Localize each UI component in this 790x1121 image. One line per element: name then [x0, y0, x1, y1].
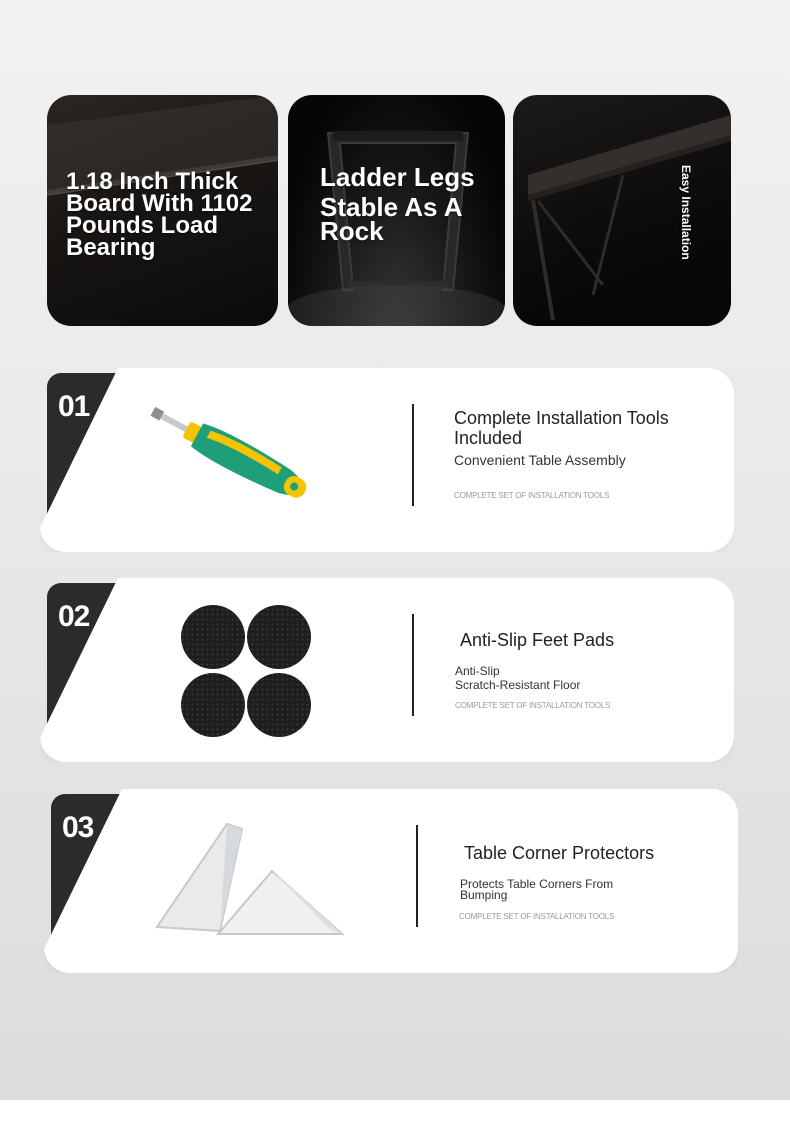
feature-legs-text — [320, 162, 490, 246]
feature-tile-legs — [288, 95, 505, 326]
item-subtitle: Protects Table Corners From Bumping — [460, 877, 614, 902]
card-divider — [412, 404, 414, 506]
feature-legs-line1: Ladder Legs — [320, 162, 475, 192]
table-frame-image — [513, 95, 731, 326]
item-card-tools — [40, 368, 740, 554]
item-note: COMPLETE SET OF INSTALLATION TOOLS — [454, 491, 610, 500]
card-divider — [412, 614, 414, 716]
feature-tile-install — [513, 95, 731, 326]
item-number: 03 — [62, 811, 94, 844]
item-title: Anti-Slip Feet Pads — [460, 630, 615, 650]
feet-pads-icon — [175, 602, 315, 742]
item-note: COMPLETE SET OF INSTALLATION TOOLS — [455, 701, 611, 710]
corner-protector-icon — [152, 819, 352, 939]
item-number: 02 — [58, 600, 90, 633]
screwdriver-icon — [140, 398, 320, 518]
item-subtitle — [455, 664, 655, 692]
item-title: Complete Installation Tools Included — [454, 408, 669, 448]
feature-legs-line2: Stable As A Rock — [320, 192, 462, 246]
item-subtitle-line2: Scratch-Resistant Floor — [455, 678, 581, 692]
item-title: Table Corner Protectors — [464, 843, 655, 863]
card-divider — [416, 825, 418, 927]
feature-tile-board — [47, 95, 278, 326]
feature-install-text: Easy Installation — [679, 165, 693, 260]
item-subtitle: Convenient Table Assembly — [454, 452, 626, 468]
item-card-feet-pads — [40, 578, 740, 764]
feature-board-text: 1.18 Inch Thick Board With 1102 Pounds Load Bearing — [66, 168, 253, 261]
item-number: 01 — [58, 390, 90, 423]
item-note: COMPLETE SET OF INSTALLATION TOOLS — [459, 912, 615, 921]
item-card-corner-protectors — [44, 789, 744, 975]
item-subtitle-line1: Anti-Slip — [455, 664, 500, 678]
